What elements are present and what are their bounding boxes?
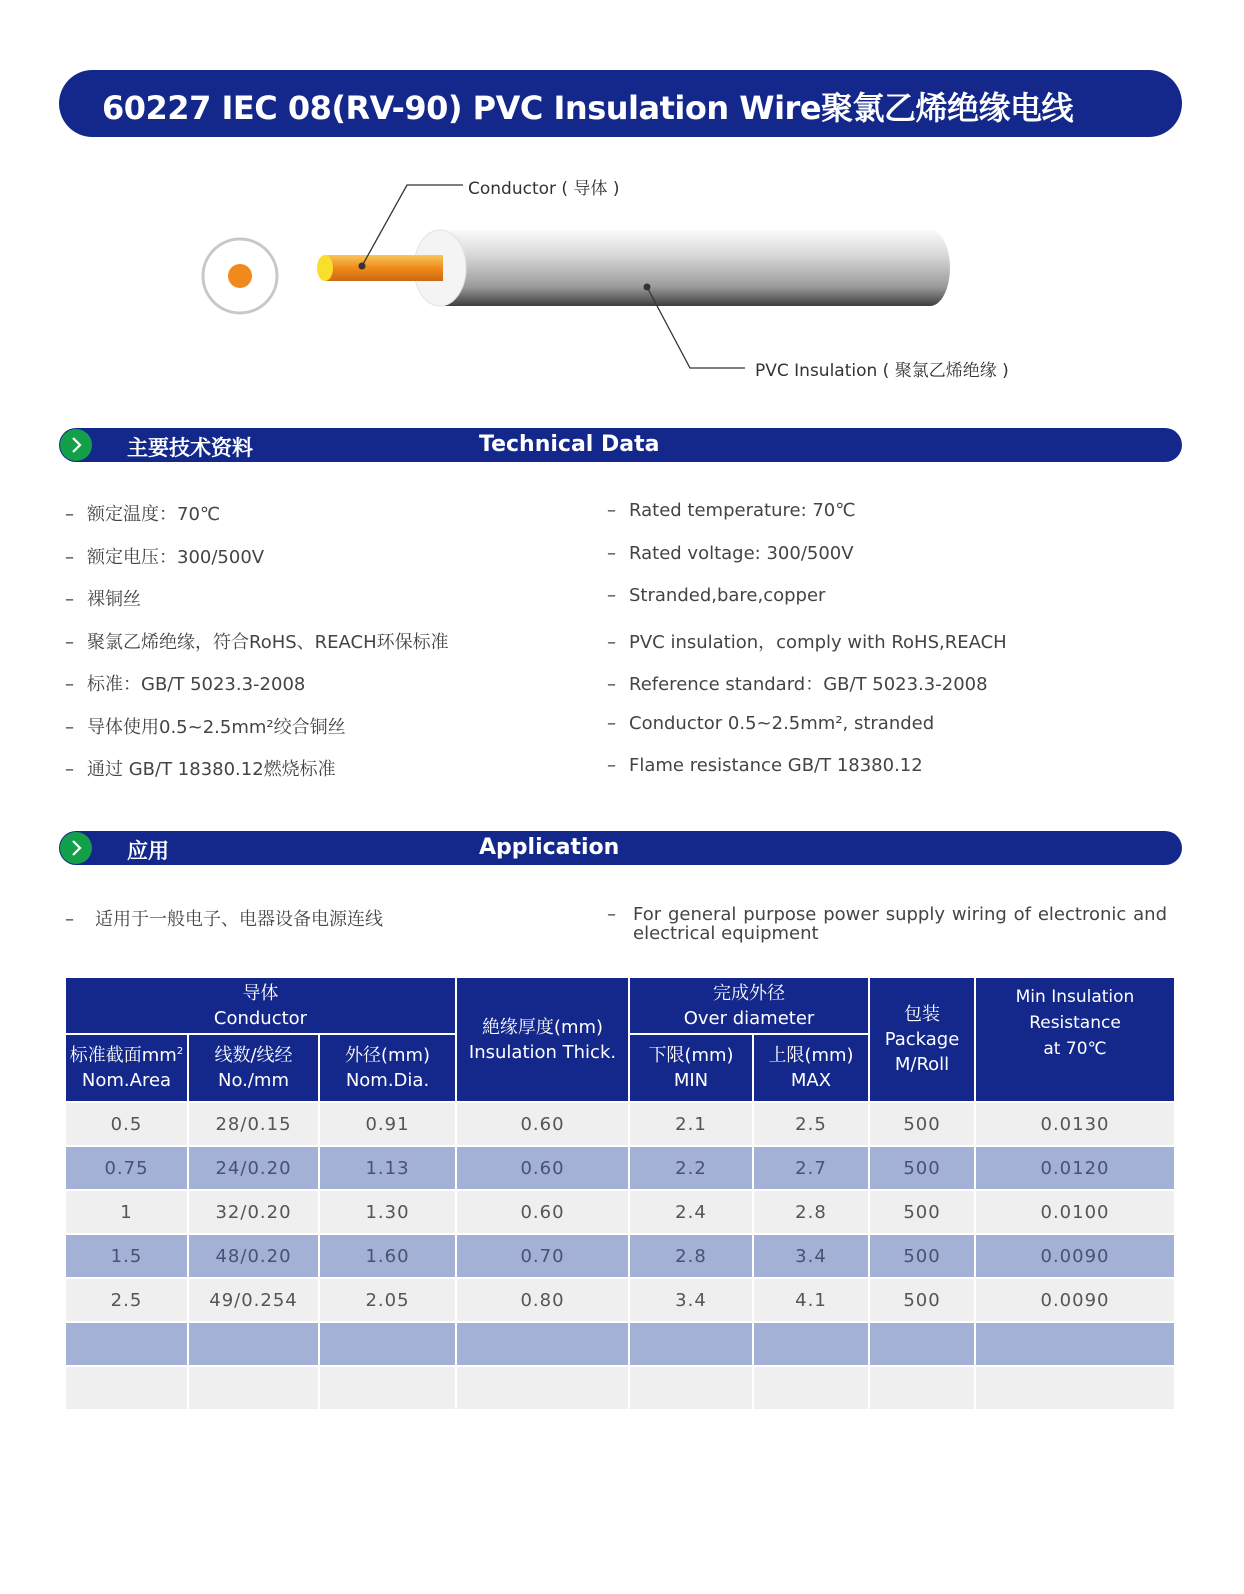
table-cell: 0.60 xyxy=(456,1146,629,1190)
table-cell: 49/0.254 xyxy=(188,1278,319,1322)
table-cell: 0.0090 xyxy=(975,1234,1175,1278)
table-cell: 2.8 xyxy=(629,1234,753,1278)
table-cell: 0.91 xyxy=(319,1102,456,1146)
table-cell: 1.5 xyxy=(65,1234,188,1278)
table-row xyxy=(65,1146,1175,1190)
table-cell xyxy=(65,1366,188,1410)
table-row xyxy=(65,1278,1175,1322)
header-package: 包装 Package M/Roll xyxy=(869,977,975,1102)
table-cell: 0.75 xyxy=(65,1146,188,1190)
list-item: – 裸铜丝 xyxy=(65,589,141,610)
list-item: – Conductor 0.5~2.5mm², stranded xyxy=(607,712,935,734)
header-nom-area: 标准截面$mm^2$ Nom.Area xyxy=(65,1034,188,1102)
table-cell xyxy=(629,1322,753,1366)
technical-list-en xyxy=(607,500,1007,798)
table-cell: 2.5 xyxy=(753,1102,869,1146)
table-cell: 500 xyxy=(869,1102,975,1146)
table-cell: 2.7 xyxy=(753,1146,869,1190)
table-cell: 3.4 xyxy=(753,1234,869,1278)
table-cell: 500 xyxy=(869,1190,975,1234)
table-cell xyxy=(629,1366,753,1410)
table-cell xyxy=(975,1366,1175,1410)
table-cell: 3.4 xyxy=(629,1278,753,1322)
cable-illustration xyxy=(0,160,1244,400)
table-cell: 2.5 xyxy=(65,1278,188,1322)
list-item: – 通过 GB/T 18380.12燃烧标准 xyxy=(65,759,336,780)
table-cell: 1 xyxy=(65,1190,188,1234)
list-item: – 额定温度：70℃ xyxy=(65,504,221,525)
table-row xyxy=(65,1322,1175,1366)
conductor-label: Conductor ( 导体 ) xyxy=(468,179,620,199)
header-strands: 线数/线经 No./mm xyxy=(188,1034,319,1102)
header-max: 上限(mm) MAX xyxy=(753,1034,869,1102)
table-cell: 2.4 xyxy=(629,1190,753,1234)
table-cell: 0.0090 xyxy=(975,1278,1175,1322)
table-cell xyxy=(753,1366,869,1410)
table-cell: 0.0120 xyxy=(975,1146,1175,1190)
table-cell: 1.13 xyxy=(319,1146,456,1190)
application-header xyxy=(59,831,1182,865)
header-insulation-thickness: 絶缘厚度(mm) Insulation Thick. xyxy=(456,977,629,1102)
table-cell: 500 xyxy=(869,1146,975,1190)
application-item-cn: – 适用于一般电子、电器设备电源连线 xyxy=(65,909,383,930)
table-cell: 1.60 xyxy=(319,1234,456,1278)
table-cell xyxy=(975,1322,1175,1366)
table-cell: 2.2 xyxy=(629,1146,753,1190)
list-item: – Rated voltage: 300/500V xyxy=(607,542,854,564)
table-cell: 0.80 xyxy=(456,1278,629,1322)
page-title: 60227 IEC 08(RV-90) PVC Insulation Wire聚氯乙烯绝缘电线 xyxy=(102,89,1074,127)
table-row xyxy=(65,1190,1175,1234)
technical-title-en: Technical Data xyxy=(479,432,660,457)
list-item: – 聚氯乙烯绝缘，符合RoHS、REACH环保标准 xyxy=(65,631,449,653)
table-cell: 0.0130 xyxy=(975,1102,1175,1146)
header-min-insulation-resistance: 最小绝缘电阻(MΩ/km) Min Insulation Resistance at 70℃ xyxy=(975,977,1175,1102)
header-conductor: 导体 Conductor xyxy=(65,977,456,1034)
application-item-en: – For general purpose power supply wiring of electronic and electrical equipment xyxy=(607,904,1167,944)
technical-list-cn xyxy=(65,500,449,798)
table-cell: 24/0.20 xyxy=(188,1146,319,1190)
spec-table xyxy=(64,961,1176,1411)
title-banner xyxy=(59,70,1182,137)
table-cell: 2.8 xyxy=(753,1190,869,1234)
application-title-cn: 应用 xyxy=(127,839,169,863)
list-item: – Reference standard：GB/T 5023.3-2008 xyxy=(607,674,988,695)
table-cell: 500 xyxy=(869,1234,975,1278)
list-item: – Rated temperature: 70℃ xyxy=(607,500,856,521)
table-cell: 4.1 xyxy=(753,1278,869,1322)
table-row xyxy=(65,1234,1175,1278)
table-cell xyxy=(188,1366,319,1410)
insulation-label: PVC Insulation ( 聚氯乙烯绝缘 ) xyxy=(755,361,1009,381)
table-cell xyxy=(456,1366,629,1410)
table-cell xyxy=(319,1322,456,1366)
table-cell: 32/0.20 xyxy=(188,1190,319,1234)
list-item: – 额定电压：300/500V xyxy=(65,546,265,568)
table-cell: 48/0.20 xyxy=(188,1234,319,1278)
table-cell: 28/0.15 xyxy=(188,1102,319,1146)
table-cell xyxy=(753,1322,869,1366)
table-cell: 1.30 xyxy=(319,1190,456,1234)
table-cell: 0.60 xyxy=(456,1102,629,1146)
header-nom-dia: 外径(mm) Nom.Dia. xyxy=(319,1034,456,1102)
application-title-en: Application xyxy=(479,835,620,860)
table-row xyxy=(65,1102,1175,1146)
list-item: – PVC insulation，comply with RoHS,REACH xyxy=(607,631,1007,653)
table-cell: 2.1 xyxy=(629,1102,753,1146)
table-cell xyxy=(456,1322,629,1366)
technical-title-cn: 主要技术资料 xyxy=(127,436,253,460)
header-min: 下限(mm) MIN xyxy=(629,1034,753,1102)
chevron-right-icon xyxy=(60,832,92,864)
list-item: – Stranded,bare,copper xyxy=(607,585,826,606)
table-cell xyxy=(319,1366,456,1410)
table-cell: 2.05 xyxy=(319,1278,456,1322)
wire-icon xyxy=(317,230,950,306)
table-cell: 0.70 xyxy=(456,1234,629,1278)
table-cell: 0.60 xyxy=(456,1190,629,1234)
header-over-diameter: 完成外径 Over diameter xyxy=(629,977,869,1034)
table-cell: 0.5 xyxy=(65,1102,188,1146)
table-cell xyxy=(65,1322,188,1366)
list-item: – 导体使用0.5~2.5mm²绞合铜丝 xyxy=(65,716,346,738)
list-item: – 标准：GB/T 5023.3-2008 xyxy=(65,674,306,695)
chevron-right-icon xyxy=(60,429,92,461)
list-item: – Flame resistance GB/T 18380.12 xyxy=(607,755,923,776)
table-row xyxy=(65,1366,1175,1410)
table-cell: 500 xyxy=(869,1278,975,1322)
cross-section-icon xyxy=(203,239,277,313)
cable-diagram xyxy=(0,160,1244,400)
table-cell xyxy=(869,1322,975,1366)
table-cell xyxy=(869,1366,975,1410)
table-cell xyxy=(188,1322,319,1366)
table-cell: 0.0100 xyxy=(975,1190,1175,1234)
technical-data-header xyxy=(59,428,1182,462)
